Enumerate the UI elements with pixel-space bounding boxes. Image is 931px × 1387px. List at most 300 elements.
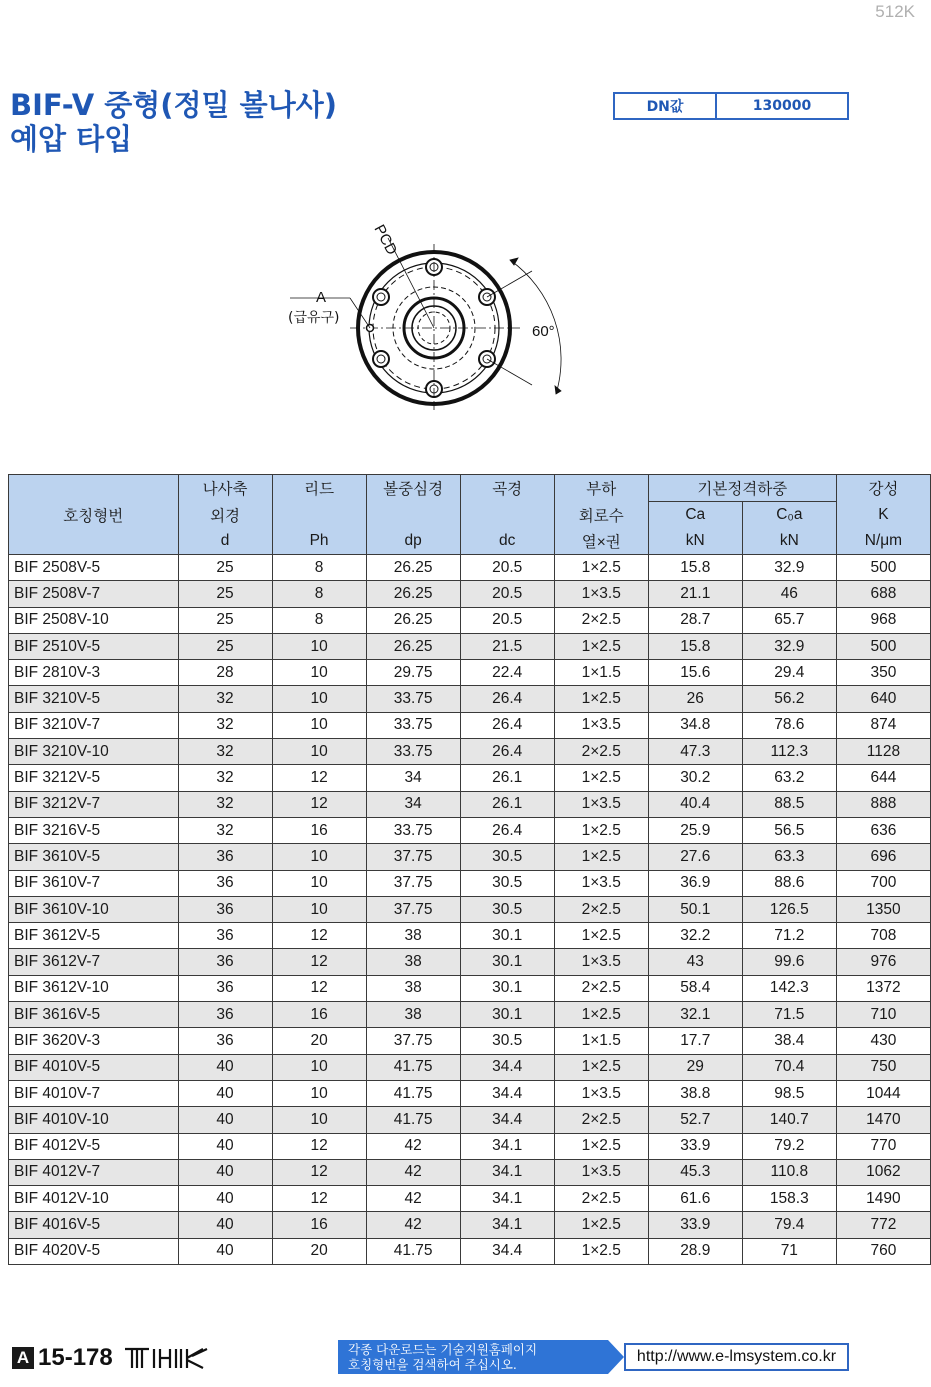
value-cell: 696 <box>836 844 930 870</box>
header-rigidity-3: N/μm <box>836 528 930 555</box>
value-cell: 34.4 <box>460 1238 554 1264</box>
value-cell: 15.6 <box>648 660 742 686</box>
value-cell: 10 <box>272 896 366 922</box>
value-cell: 28.7 <box>648 607 742 633</box>
value-cell: 1×3.5 <box>554 581 648 607</box>
value-cell: 15.8 <box>648 555 742 581</box>
value-cell: 636 <box>836 817 930 843</box>
header-lead-blank <box>272 502 366 529</box>
page-code: 512K <box>875 2 915 21</box>
value-cell: 28 <box>178 660 272 686</box>
value-cell: 10 <box>272 1080 366 1106</box>
website-link[interactable]: http://www.e-lmsystem.co.kr <box>624 1343 849 1371</box>
value-cell: 350 <box>836 660 930 686</box>
value-cell: 52.7 <box>648 1107 742 1133</box>
title-line-1: BIF-V 중형(정밀 볼나사) <box>10 88 337 122</box>
value-cell: 710 <box>836 1002 930 1028</box>
value-cell: 1470 <box>836 1107 930 1133</box>
value-cell: 30.5 <box>460 1028 554 1054</box>
model-cell: BIF 3610V-10 <box>9 896 179 922</box>
model-cell: BIF 4020V-5 <box>9 1238 179 1264</box>
value-cell: 36 <box>178 870 272 896</box>
value-cell: 56.2 <box>742 686 836 712</box>
value-cell: 26.25 <box>366 581 460 607</box>
value-cell: 38 <box>366 949 460 975</box>
table-header <box>9 475 931 555</box>
value-cell: 42 <box>366 1159 460 1185</box>
value-cell: 1×3.5 <box>554 949 648 975</box>
value-cell: 968 <box>836 607 930 633</box>
dn-value: 130000 <box>752 98 812 114</box>
value-cell: 32 <box>178 765 272 791</box>
value-cell: 47.3 <box>648 739 742 765</box>
value-cell: 30.1 <box>460 1002 554 1028</box>
header-circuits-3: 열×권 <box>554 528 648 555</box>
model-cell: BIF 2510V-5 <box>9 633 179 659</box>
table-row <box>9 686 931 712</box>
value-cell: 10 <box>272 739 366 765</box>
value-cell: 158.3 <box>742 1186 836 1212</box>
table-row <box>9 1186 931 1212</box>
value-cell: 26.25 <box>366 633 460 659</box>
table-row <box>9 791 931 817</box>
value-cell: 32 <box>178 817 272 843</box>
model-cell: BIF 4010V-10 <box>9 1107 179 1133</box>
value-cell: 40 <box>178 1159 272 1185</box>
value-cell: 140.7 <box>742 1107 836 1133</box>
value-cell: 98.5 <box>742 1080 836 1106</box>
model-cell: BIF 2508V-7 <box>9 581 179 607</box>
value-cell: 40 <box>178 1238 272 1264</box>
footer-page-info <box>12 1344 209 1372</box>
table-row <box>9 1212 931 1238</box>
value-cell: 16 <box>272 817 366 843</box>
header-dc-blank <box>460 502 554 529</box>
value-cell: 112.3 <box>742 739 836 765</box>
value-cell: 700 <box>836 870 930 896</box>
value-cell: 37.75 <box>366 896 460 922</box>
value-cell: 38 <box>366 1002 460 1028</box>
model-cell: BIF 3210V-7 <box>9 712 179 738</box>
value-cell: 36 <box>178 923 272 949</box>
value-cell: 760 <box>836 1238 930 1264</box>
value-cell: 71.2 <box>742 923 836 949</box>
value-cell: 1128 <box>836 739 930 765</box>
value-cell: 46 <box>742 581 836 607</box>
table-row <box>9 949 931 975</box>
value-cell: 8 <box>272 607 366 633</box>
value-cell: 12 <box>272 765 366 791</box>
value-cell: 500 <box>836 555 930 581</box>
table-row <box>9 633 931 659</box>
value-cell: 40.4 <box>648 791 742 817</box>
value-cell: 21.5 <box>460 633 554 659</box>
model-cell: BIF 3612V-10 <box>9 975 179 1001</box>
value-cell: 32 <box>178 791 272 817</box>
header-dc-2: dc <box>460 528 554 555</box>
value-cell: 770 <box>836 1133 930 1159</box>
table-row <box>9 1107 931 1133</box>
download-line-2: 호칭형번을 검색하여 주십시오. <box>348 1357 517 1372</box>
table-row <box>9 923 931 949</box>
value-cell: 1×3.5 <box>554 1159 648 1185</box>
value-cell: 34 <box>366 791 460 817</box>
value-cell: 1×2.5 <box>554 817 648 843</box>
value-cell: 12 <box>272 975 366 1001</box>
table-row <box>9 975 931 1001</box>
value-cell: 27.6 <box>648 844 742 870</box>
model-cell: BIF 3610V-5 <box>9 844 179 870</box>
value-cell: 50.1 <box>648 896 742 922</box>
value-cell: 40 <box>178 1080 272 1106</box>
value-cell: 20.5 <box>460 581 554 607</box>
value-cell: 33.9 <box>648 1212 742 1238</box>
value-cell: 79.2 <box>742 1133 836 1159</box>
table-row <box>9 1159 931 1185</box>
value-cell: 976 <box>836 949 930 975</box>
value-cell: 12 <box>272 1186 366 1212</box>
table-row <box>9 1238 931 1264</box>
model-cell: BIF 2810V-3 <box>9 660 179 686</box>
value-cell: 29.4 <box>742 660 836 686</box>
value-cell: 28.9 <box>648 1238 742 1264</box>
value-cell: 32.9 <box>742 555 836 581</box>
value-cell: 10 <box>272 1107 366 1133</box>
value-cell: 1×2.5 <box>554 686 648 712</box>
header-ca-unit: kN <box>648 528 742 555</box>
value-cell: 34.4 <box>460 1080 554 1106</box>
value-cell: 30.5 <box>460 870 554 896</box>
table-row <box>9 1054 931 1080</box>
value-cell: 2×2.5 <box>554 1107 648 1133</box>
value-cell: 12 <box>272 1133 366 1159</box>
value-cell: 79.4 <box>742 1212 836 1238</box>
value-cell: 36 <box>178 896 272 922</box>
header-ca: Ca <box>648 502 742 529</box>
value-cell: 1×3.5 <box>554 870 648 896</box>
flange-diagram <box>270 210 600 420</box>
value-cell: 2×2.5 <box>554 1186 648 1212</box>
value-cell: 1×2.5 <box>554 765 648 791</box>
value-cell: 10 <box>272 1054 366 1080</box>
value-cell: 20 <box>272 1028 366 1054</box>
value-cell: 33.75 <box>366 712 460 738</box>
table-row <box>9 660 931 686</box>
value-cell: 40 <box>178 1212 272 1238</box>
value-cell: 1062 <box>836 1159 930 1185</box>
value-cell: 1×2.5 <box>554 923 648 949</box>
table-row <box>9 765 931 791</box>
value-cell: 12 <box>272 791 366 817</box>
value-cell: 16 <box>272 1002 366 1028</box>
table-row <box>9 896 931 922</box>
header-c0a-unit: kN <box>742 528 836 555</box>
value-cell: 1×3.5 <box>554 712 648 738</box>
value-cell: 33.75 <box>366 686 460 712</box>
value-cell: 32.9 <box>742 633 836 659</box>
value-cell: 22.4 <box>460 660 554 686</box>
value-cell: 26.25 <box>366 607 460 633</box>
page-number: 15-178 <box>38 1344 113 1371</box>
value-cell: 10 <box>272 633 366 659</box>
value-cell: 42 <box>366 1212 460 1238</box>
value-cell: 688 <box>836 581 930 607</box>
model-cell: BIF 3612V-5 <box>9 923 179 949</box>
value-cell: 70.4 <box>742 1054 836 1080</box>
value-cell: 63.2 <box>742 765 836 791</box>
value-cell: 41.75 <box>366 1080 460 1106</box>
value-cell: 708 <box>836 923 930 949</box>
value-cell: 25 <box>178 633 272 659</box>
table-row <box>9 1133 931 1159</box>
header-rigidity-2: K <box>836 502 930 529</box>
value-cell: 41.75 <box>366 1054 460 1080</box>
value-cell: 30.1 <box>460 975 554 1001</box>
value-cell: 644 <box>836 765 930 791</box>
value-cell: 8 <box>272 581 366 607</box>
value-cell: 1490 <box>836 1186 930 1212</box>
a-label: A <box>316 289 327 306</box>
value-cell: 500 <box>836 633 930 659</box>
value-cell: 1×2.5 <box>554 633 648 659</box>
value-cell: 10 <box>272 686 366 712</box>
table-row <box>9 581 931 607</box>
model-cell: BIF 4010V-7 <box>9 1080 179 1106</box>
value-cell: 1×2.5 <box>554 1238 648 1264</box>
model-cell: BIF 3620V-3 <box>9 1028 179 1054</box>
value-cell: 21.1 <box>648 581 742 607</box>
header-circuits-2: 회로수 <box>554 502 648 529</box>
header-lead-2: Ph <box>272 528 366 555</box>
value-cell: 1×2.5 <box>554 1212 648 1238</box>
value-cell: 36 <box>178 1002 272 1028</box>
value-cell: 26.4 <box>460 712 554 738</box>
value-cell: 20.5 <box>460 607 554 633</box>
header-dp-1: 볼중심경 <box>366 475 460 502</box>
value-cell: 1×1.5 <box>554 660 648 686</box>
value-cell: 25 <box>178 555 272 581</box>
value-cell: 26 <box>648 686 742 712</box>
header-dp-blank <box>366 502 460 529</box>
value-cell: 25 <box>178 581 272 607</box>
value-cell: 126.5 <box>742 896 836 922</box>
angle-label: 60° <box>532 323 555 340</box>
spec-table <box>8 474 931 1265</box>
value-cell: 1×2.5 <box>554 844 648 870</box>
a-note: (급유구) <box>288 310 340 326</box>
value-cell: 41.75 <box>366 1107 460 1133</box>
value-cell: 25 <box>178 607 272 633</box>
value-cell: 88.5 <box>742 791 836 817</box>
section-badge: A <box>12 1347 34 1369</box>
value-cell: 12 <box>272 949 366 975</box>
value-cell: 99.6 <box>742 949 836 975</box>
value-cell: 26.4 <box>460 686 554 712</box>
value-cell: 1×2.5 <box>554 1133 648 1159</box>
table-row <box>9 555 931 581</box>
value-cell: 20.5 <box>460 555 554 581</box>
value-cell: 34.1 <box>460 1212 554 1238</box>
value-cell: 34.8 <box>648 712 742 738</box>
value-cell: 1×3.5 <box>554 1080 648 1106</box>
value-cell: 26.1 <box>460 791 554 817</box>
model-cell: BIF 4012V-10 <box>9 1186 179 1212</box>
value-cell: 30.2 <box>648 765 742 791</box>
value-cell: 1×2.5 <box>554 1002 648 1028</box>
header-dp-2: dp <box>366 528 460 555</box>
value-cell: 12 <box>272 923 366 949</box>
value-cell: 37.75 <box>366 1028 460 1054</box>
value-cell: 1×2.5 <box>554 555 648 581</box>
value-cell: 58.4 <box>648 975 742 1001</box>
table-row <box>9 817 931 843</box>
value-cell: 15.8 <box>648 633 742 659</box>
value-cell: 430 <box>836 1028 930 1054</box>
value-cell: 33.9 <box>648 1133 742 1159</box>
table-row <box>9 870 931 896</box>
value-cell: 38 <box>366 975 460 1001</box>
value-cell: 41.75 <box>366 1238 460 1264</box>
download-line-1: 각종 다운로드는 기술지원홈페이지 <box>348 1342 538 1357</box>
value-cell: 34.1 <box>460 1159 554 1185</box>
model-cell: BIF 3616V-5 <box>9 1002 179 1028</box>
value-cell: 43 <box>648 949 742 975</box>
model-cell: BIF 3212V-5 <box>9 765 179 791</box>
value-cell: 65.7 <box>742 607 836 633</box>
model-cell: BIF 3210V-5 <box>9 686 179 712</box>
value-cell: 30.5 <box>460 896 554 922</box>
value-cell: 34.4 <box>460 1107 554 1133</box>
value-cell: 2×2.5 <box>554 607 648 633</box>
table-row <box>9 607 931 633</box>
value-cell: 10 <box>272 844 366 870</box>
value-cell: 110.8 <box>742 1159 836 1185</box>
value-cell: 56.5 <box>742 817 836 843</box>
model-cell: BIF 2508V-5 <box>9 555 179 581</box>
pcd-label: PCD <box>370 221 401 258</box>
value-cell: 2×2.5 <box>554 975 648 1001</box>
value-cell: 38.8 <box>648 1080 742 1106</box>
value-cell: 32 <box>178 686 272 712</box>
value-cell: 30.1 <box>460 949 554 975</box>
value-cell: 61.6 <box>648 1186 742 1212</box>
value-cell: 36 <box>178 844 272 870</box>
value-cell: 36 <box>178 949 272 975</box>
value-cell: 36.9 <box>648 870 742 896</box>
value-cell: 40 <box>178 1133 272 1159</box>
model-cell: BIF 4012V-7 <box>9 1159 179 1185</box>
value-cell: 78.6 <box>742 712 836 738</box>
value-cell: 26.4 <box>460 739 554 765</box>
value-cell: 38 <box>366 923 460 949</box>
value-cell: 1×2.5 <box>554 1054 648 1080</box>
value-cell: 1044 <box>836 1080 930 1106</box>
model-cell: BIF 4010V-5 <box>9 1054 179 1080</box>
model-cell: BIF 3216V-5 <box>9 817 179 843</box>
table-row <box>9 739 931 765</box>
header-circuits-1: 부하 <box>554 475 648 502</box>
value-cell: 17.7 <box>648 1028 742 1054</box>
value-cell: 37.75 <box>366 870 460 896</box>
value-cell: 42 <box>366 1186 460 1212</box>
value-cell: 10 <box>272 660 366 686</box>
thk-logo <box>123 1346 209 1370</box>
value-cell: 29.75 <box>366 660 460 686</box>
value-cell: 16 <box>272 1212 366 1238</box>
value-cell: 29 <box>648 1054 742 1080</box>
value-cell: 71 <box>742 1238 836 1264</box>
model-cell: BIF 3210V-10 <box>9 739 179 765</box>
value-cell: 26.25 <box>366 555 460 581</box>
value-cell: 12 <box>272 1159 366 1185</box>
value-cell: 71.5 <box>742 1002 836 1028</box>
value-cell: 640 <box>836 686 930 712</box>
value-cell: 1372 <box>836 975 930 1001</box>
table-row <box>9 712 931 738</box>
header-load-group: 기본정격하중 <box>648 475 836 502</box>
table-row <box>9 1028 931 1054</box>
header-shaft-2: 외경 <box>178 502 272 529</box>
model-cell: BIF 3610V-7 <box>9 870 179 896</box>
model-cell: BIF 2508V-10 <box>9 607 179 633</box>
value-cell: 36 <box>178 975 272 1001</box>
value-cell: 30.5 <box>460 844 554 870</box>
header-empty <box>9 475 179 502</box>
value-cell: 888 <box>836 791 930 817</box>
header-c0a: C₀a <box>742 502 836 529</box>
value-cell: 34.1 <box>460 1133 554 1159</box>
value-cell: 1350 <box>836 896 930 922</box>
value-cell: 874 <box>836 712 930 738</box>
model-cell: BIF 3612V-7 <box>9 949 179 975</box>
value-cell: 37.75 <box>366 844 460 870</box>
value-cell: 26.1 <box>460 765 554 791</box>
value-cell: 45.3 <box>648 1159 742 1185</box>
value-cell: 20 <box>272 1238 366 1264</box>
value-cell: 40 <box>178 1054 272 1080</box>
header-rigidity-1: 강성 <box>836 475 930 502</box>
value-cell: 32 <box>178 739 272 765</box>
value-cell: 25.9 <box>648 817 742 843</box>
header-shaft-1: 나사축 <box>178 475 272 502</box>
header-lead-1: 리드 <box>272 475 366 502</box>
value-cell: 26.4 <box>460 817 554 843</box>
value-cell: 1×1.5 <box>554 1028 648 1054</box>
value-cell: 2×2.5 <box>554 896 648 922</box>
header-model-blank <box>9 528 179 555</box>
value-cell: 34.4 <box>460 1054 554 1080</box>
value-cell: 1×3.5 <box>554 791 648 817</box>
value-cell: 34 <box>366 765 460 791</box>
value-cell: 38.4 <box>742 1028 836 1054</box>
value-cell: 34.1 <box>460 1186 554 1212</box>
page-title <box>10 88 337 156</box>
value-cell: 40 <box>178 1107 272 1133</box>
value-cell: 33.75 <box>366 817 460 843</box>
value-cell: 33.75 <box>366 739 460 765</box>
value-cell: 8 <box>272 555 366 581</box>
model-cell: BIF 4012V-5 <box>9 1133 179 1159</box>
dn-value-box <box>613 92 849 120</box>
download-text <box>348 1342 537 1372</box>
model-cell: BIF 4016V-5 <box>9 1212 179 1238</box>
value-cell: 10 <box>272 870 366 896</box>
model-cell: BIF 3212V-7 <box>9 791 179 817</box>
value-cell: 42 <box>366 1133 460 1159</box>
value-cell: 750 <box>836 1054 930 1080</box>
table-row <box>9 844 931 870</box>
value-cell: 772 <box>836 1212 930 1238</box>
